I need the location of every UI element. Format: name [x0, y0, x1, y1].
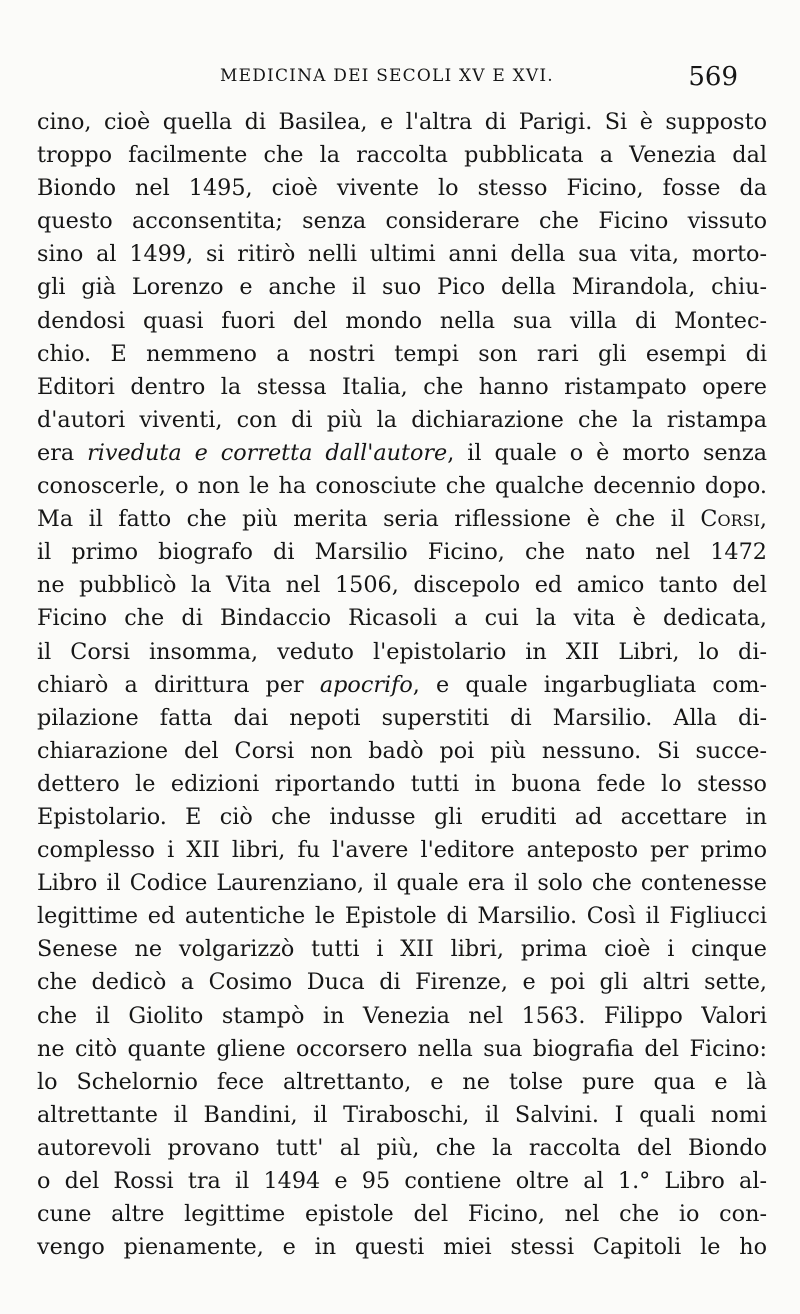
text-line: autorevoli provano tutt' al più, che la raccolta del Biondo	[37, 1134, 767, 1161]
text-line: il primo biografo di Marsilio Ficino, che nato nel 1472	[37, 539, 767, 566]
text-line: gli già Lorenzo e anche il suo Pico della Mirandola, chiu-	[37, 274, 767, 301]
text-line: Ficino che di Bindaccio Ricasoli a cui la vita è dedicata,	[37, 605, 767, 632]
smallcaps-name: Corsi	[700, 506, 760, 533]
text-line: cune altre legittime epistole del Ficino, nel che io con-	[37, 1201, 767, 1228]
text-line: ne citò quante gliene occorsero nella sua biografia del Ficino:	[37, 1035, 767, 1062]
text-line: che dedicò a Cosimo Duca di Firenze, e poi gli altri sette,	[37, 969, 767, 996]
text-line: ne pubblicò la Vita nel 1506, discepolo ed amico tanto del	[37, 572, 767, 599]
text-line: questo acconsentita; senza considerare che Ficino vissuto	[37, 208, 767, 235]
text-line: sino al 1499, si ritirò nelli ultimi anni della sua vita, morto-	[37, 241, 767, 268]
text-line: complesso i XII libri, fu l'avere l'editore anteposto per primo	[37, 837, 767, 864]
text-line: vengo pienamente, e in questi miei stessi Capitoli le ho	[37, 1234, 767, 1261]
text-line: legittime ed autentiche le Epistole di Marsilio. Così il Figliucci	[37, 903, 767, 930]
text-line: Libro il Codice Laurenziano, il quale era il solo che contenesse	[37, 870, 767, 897]
text-line: lo Schelornio fece altrettanto, e ne tolse pure qua e là	[37, 1068, 767, 1095]
text-line: altrettante il Bandini, il Tiraboschi, il Salvini. I quali nomi	[37, 1101, 767, 1128]
text-line: chio. E nemmeno a nostri tempi son rari gli esempi di	[37, 340, 767, 367]
text-line: troppo facilmente che la raccolta pubblicata a Venezia dal	[37, 142, 767, 169]
text-line-italic: chiarò a dirittura per apocrifo, e quale ingarbugliata com-	[37, 671, 767, 698]
page-number: 569	[688, 62, 738, 92]
text-line: d'autori viventi, con di più la dichiarazione che la ristampa	[37, 406, 767, 433]
text-line: chiarazione del Corsi non badò poi più nessuno. Si succe-	[37, 737, 767, 764]
italic-word: apocrifo	[319, 671, 413, 698]
text-line: che il Giolito stampò in Venezia nel 1563. Filippo Valori	[37, 1002, 767, 1029]
text-line: Epistolario. E ciò che indusse gli eruditi ad accettare in	[37, 803, 767, 830]
text-line-italic: era riveduta e corretta dall'autore, il quale o è morto senza	[37, 439, 767, 466]
running-head: MEDICINA DEI SECOLI XV E XVI.	[220, 66, 554, 86]
text-line: o del Rossi tra il 1494 e 95 contiene oltre al 1.° Libro al-	[37, 1168, 767, 1194]
text-line: Editori dentro la stessa Italia, che hanno ristampato opere	[37, 373, 767, 400]
text-line: dendosi quasi fuori del mondo nella sua villa di Montec-	[37, 307, 767, 334]
text-line-smallcaps: Ma il fatto che più merita seria riflessione è che il Corsi,	[37, 506, 767, 533]
text-line: pilazione fatta dai nepoti superstiti di Marsilio. Alla di-	[37, 704, 767, 731]
text-line: conoscerle, o non le ha conosciute che qualche decennio dopo.	[37, 473, 767, 500]
italic-phrase: riveduta e corretta dall'autore	[87, 439, 448, 466]
text-line: cino, cioè quella di Basilea, e l'altra di Parigi. Si è supposto	[37, 109, 767, 135]
body-text	[37, 106, 767, 1264]
text-line: dettero le edizioni riportando tutti in buona fede lo stesso	[37, 770, 767, 797]
text-line: Senese ne volgarizzò tutti i XII libri, prima cioè i cinque	[37, 936, 767, 963]
text-line: Biondo nel 1495, cioè vivente lo stesso Ficino, fosse da	[37, 175, 767, 202]
page-header	[0, 64, 800, 96]
text-line: il Corsi insomma, veduto l'epistolario in XII Libri, lo di-	[37, 638, 767, 665]
